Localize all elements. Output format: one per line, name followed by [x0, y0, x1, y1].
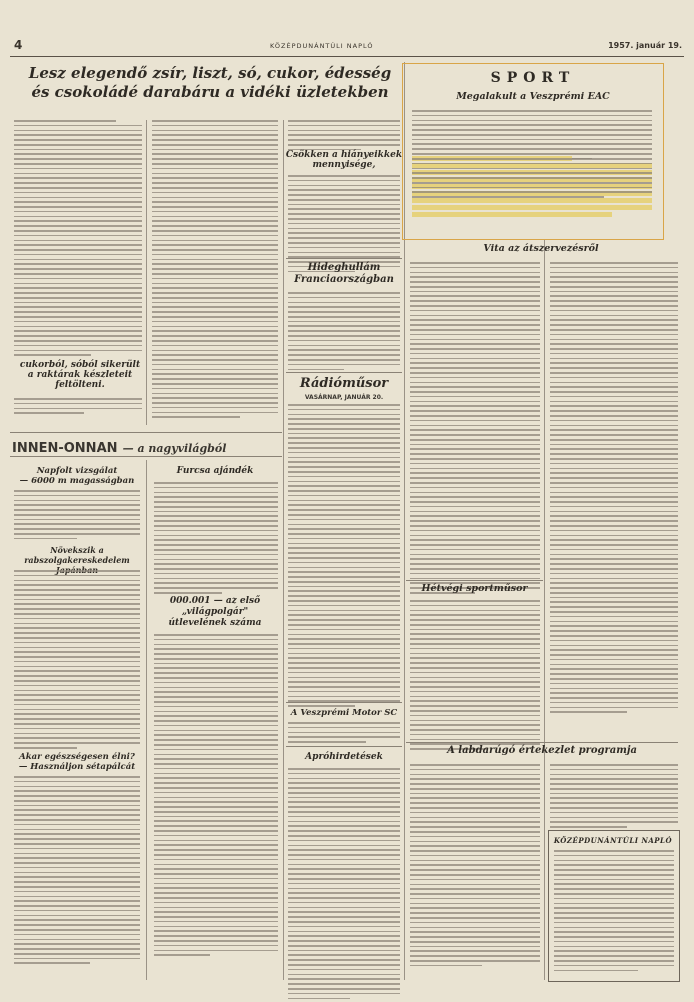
sport-subhead: Megalakult a Veszprémi EAC [456, 91, 610, 102]
napfolt-body [14, 490, 140, 543]
csokken-subhead: Csökken a hiányeikkek mennyisége, [285, 150, 403, 170]
main-article-column-2 [152, 120, 278, 421]
divider [286, 702, 402, 703]
page-number: 4 [14, 38, 23, 52]
main-article-column-1-end [14, 398, 142, 417]
novekszik-body [14, 570, 140, 752]
innen-onnan-heading: INNEN-ONNAN — a nagyvilágból [12, 441, 227, 456]
radio-headline: Rádióműsor [299, 376, 389, 391]
main-headline-line2: és csokoládé darabáru a vidéki üzletekben [31, 83, 389, 101]
newspaper-name: KÖZÉPDUNÁNTÚLI NAPLÓ [270, 42, 374, 50]
cukorbol-subhead: cukorból, sóból sikerült a raktárak készleteit feltölteni. [19, 360, 141, 390]
column-rule [146, 120, 147, 425]
vita-body-col1 [410, 262, 540, 597]
hideghullam-headline: Hideghullám Franciaországban [294, 262, 394, 285]
sport-intro-text [412, 110, 652, 163]
main-headline-line1: Lesz elegendő zsír, liszt, só, cukor, édesség [28, 64, 392, 82]
main-article-column-3 [288, 120, 400, 153]
akar-body [14, 776, 140, 967]
radio-program-list [288, 404, 400, 710]
vita-body-col2 [550, 262, 678, 716]
divider [286, 372, 402, 373]
column-rule [544, 240, 545, 980]
napfolt-headline: Napfolt vizsgálat — 6000 m magasságban [19, 466, 135, 486]
main-article-column-1 [14, 120, 142, 359]
labdarugo-headline: A labdarúgó értekezlet programja [447, 745, 637, 756]
column-rule [283, 120, 284, 980]
furcsa-headline: Furcsa ajándék [176, 466, 254, 476]
header-rule [10, 56, 684, 57]
vilagpolgar-headline: 000.001 — az első „világpolgár" útlevelének száma [168, 596, 262, 628]
hetvegi-body [410, 600, 540, 753]
classifieds-headline: Apróhirdetések [305, 752, 383, 762]
sport-title: SPORT [490, 70, 576, 86]
labdarugo-body-col2 [550, 764, 678, 831]
akar-headline: Akar egészségesen élni? — Használjon sétapálcát [18, 752, 136, 772]
motor-headline: A Veszprémi Motor SC [290, 708, 398, 718]
issue-date: 1957. január 19. [608, 41, 682, 50]
publisher-info-text [554, 850, 674, 974]
divider [10, 432, 282, 433]
divider [286, 746, 402, 747]
labdarugo-body-col1 [410, 764, 540, 970]
sport-highlighted-paragraph [412, 156, 652, 216]
novekszik-headline: Növekszik a rabszolgakereskedelem [24, 545, 130, 565]
divider [406, 580, 543, 581]
vita-headline: Vita az átszervezésről [483, 243, 599, 254]
publisher-box-title: KÖZÉPDUNÁNTÚLI NAPLÓ [553, 836, 673, 845]
column-rule [146, 460, 147, 980]
motor-body [288, 722, 400, 746]
vilagpolgar-body [154, 634, 278, 959]
divider [406, 742, 678, 743]
main-article-column-3-cont [288, 175, 400, 275]
classifieds-body [288, 768, 400, 1002]
hideghullam-body [288, 292, 400, 373]
furcsa-body [154, 482, 278, 597]
hetvegi-headline: Hétvégi sportműsor [421, 583, 528, 594]
divider [286, 258, 402, 259]
page-header [10, 40, 684, 54]
divider [10, 456, 282, 457]
radio-subhead: VASÁRNAP, JANUÁR 20. [304, 394, 384, 401]
